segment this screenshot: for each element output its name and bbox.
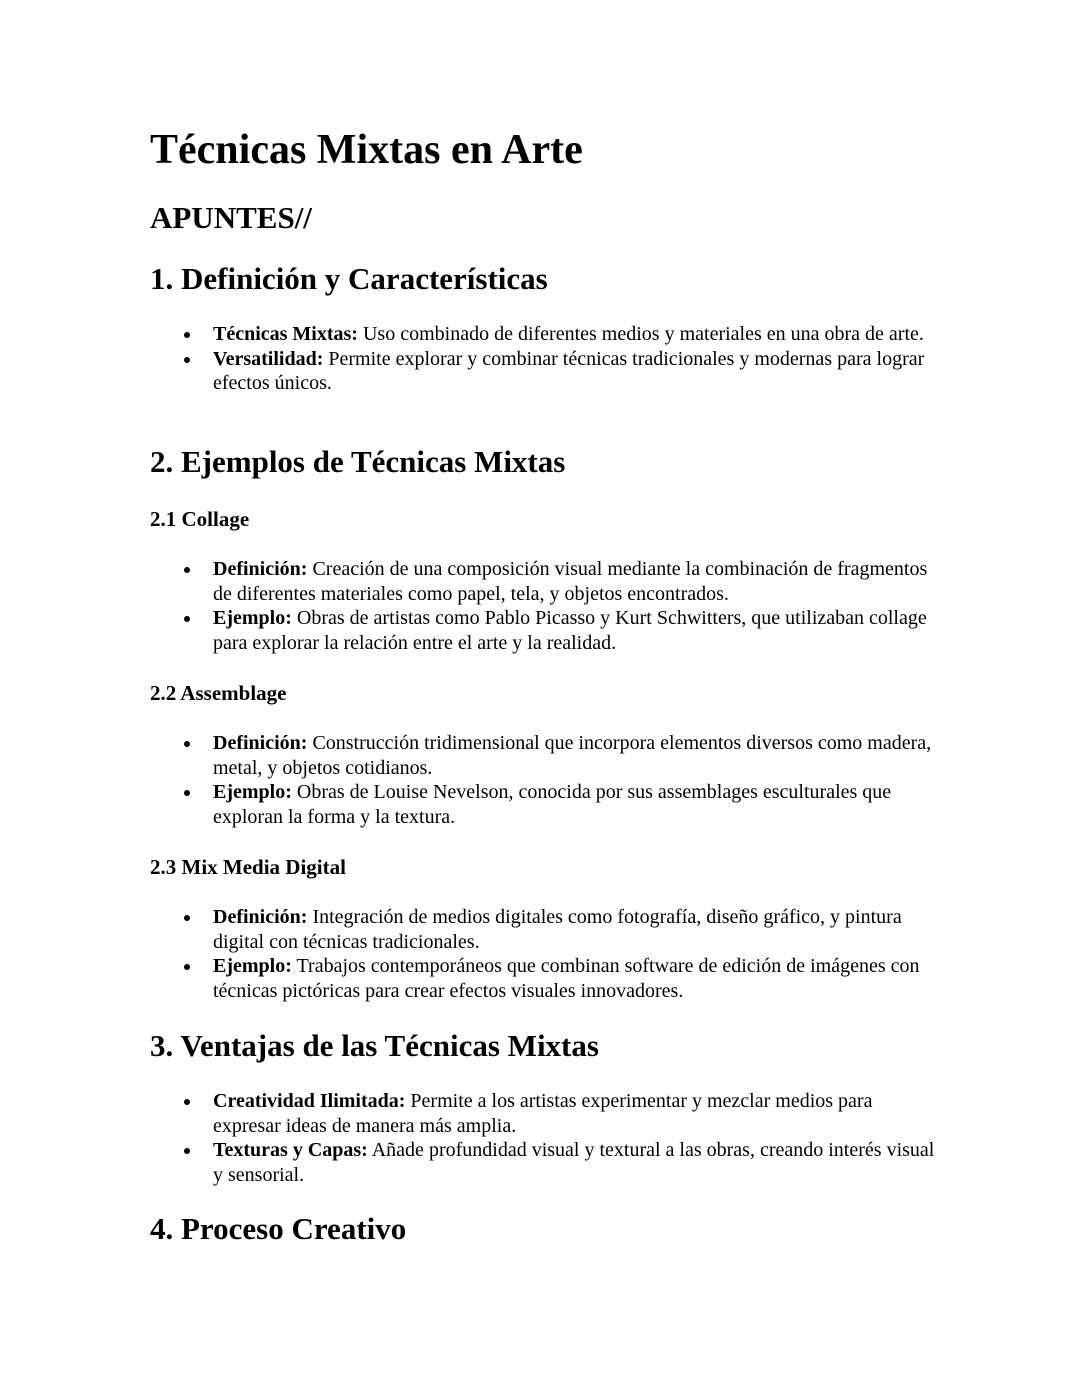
document-subtitle: APUNTES//	[150, 200, 312, 235]
list-item	[150, 905, 940, 954]
list-item	[150, 1089, 940, 1138]
list-item	[150, 557, 940, 606]
list-item	[150, 954, 940, 1003]
section-4-heading: 4. Proceso Creativo	[150, 1211, 407, 1246]
item-term: Ejemplo:	[213, 607, 292, 629]
list-item	[150, 606, 940, 655]
item-text: Creación de una composición visual mediante la combinación de fragmentos de diferentes materiales como papel, tela, y objetos encontrados.	[213, 558, 928, 605]
section-2-2-heading: 2.2 Assemblage	[150, 681, 287, 705]
list-item	[150, 731, 940, 780]
list-item	[150, 322, 940, 347]
item-text: Trabajos contemporáneos que combinan software de edición de imágenes con técnicas pictóricas para crear efectos visuales innovadores.	[213, 955, 920, 1002]
section-3-heading: 3. Ventajas de las Técnicas Mixtas	[150, 1028, 599, 1063]
section-1-heading: 1. Definición y Características	[150, 261, 548, 296]
list-item	[150, 780, 940, 829]
item-text: Construcción tridimensional que incorpora elementos diversos como madera, metal, y objetos cotidianos.	[213, 732, 932, 779]
section-2-1-list	[150, 557, 940, 655]
item-text: Obras de Louise Nevelson, conocida por sus assemblages esculturales que exploran la forma y la textura.	[213, 781, 892, 828]
section-3-list	[150, 1089, 940, 1187]
list-item	[150, 1138, 940, 1187]
item-text: Permite a los artistas experimentar y mezclar medios para expresar ideas de manera más amplia.	[213, 1090, 873, 1137]
item-term: Texturas y Capas:	[213, 1139, 368, 1161]
section-2-heading: 2. Ejemplos de Técnicas Mixtas	[150, 444, 566, 479]
item-term: Definición:	[213, 906, 308, 928]
item-term: Versatilidad:	[213, 347, 324, 370]
item-text: Integración de medios digitales como fotografía, diseño gráfico, y pintura digital con técnicas tradicionales.	[213, 906, 902, 953]
section-1-list	[150, 322, 940, 396]
item-term: Creatividad Ilimitada:	[213, 1090, 406, 1112]
item-term: Técnicas Mixtas:	[213, 323, 358, 345]
item-text: Uso combinado de diferentes medios y materiales en una obra de arte.	[357, 323, 924, 345]
item-term: Ejemplo:	[213, 781, 292, 803]
item-text: Obras de artistas como Pablo Picasso y Kurt Schwitters, que utilizaban collage para explorar la relación entre el arte y la realidad.	[213, 607, 927, 654]
document-title: Técnicas Mixtas en Arte	[150, 127, 583, 173]
section-2-2-list	[150, 731, 940, 829]
item-term: Ejemplo:	[213, 955, 292, 977]
section-2-3-list	[150, 905, 940, 1003]
item-text: Añade profundidad visual y textural a las obras, creando interés visual y sensorial.	[213, 1139, 935, 1186]
item-term: Definición:	[213, 558, 308, 580]
item-text: Permite explorar y combinar técnicas tradicionales y modernas para lograr efectos únicos.	[213, 347, 925, 394]
list-item	[150, 347, 940, 396]
section-2-3-heading: 2.3 Mix Media Digital	[150, 855, 346, 879]
item-term: Definición:	[213, 732, 308, 754]
section-2-1-heading: 2.1 Collage	[150, 507, 250, 531]
